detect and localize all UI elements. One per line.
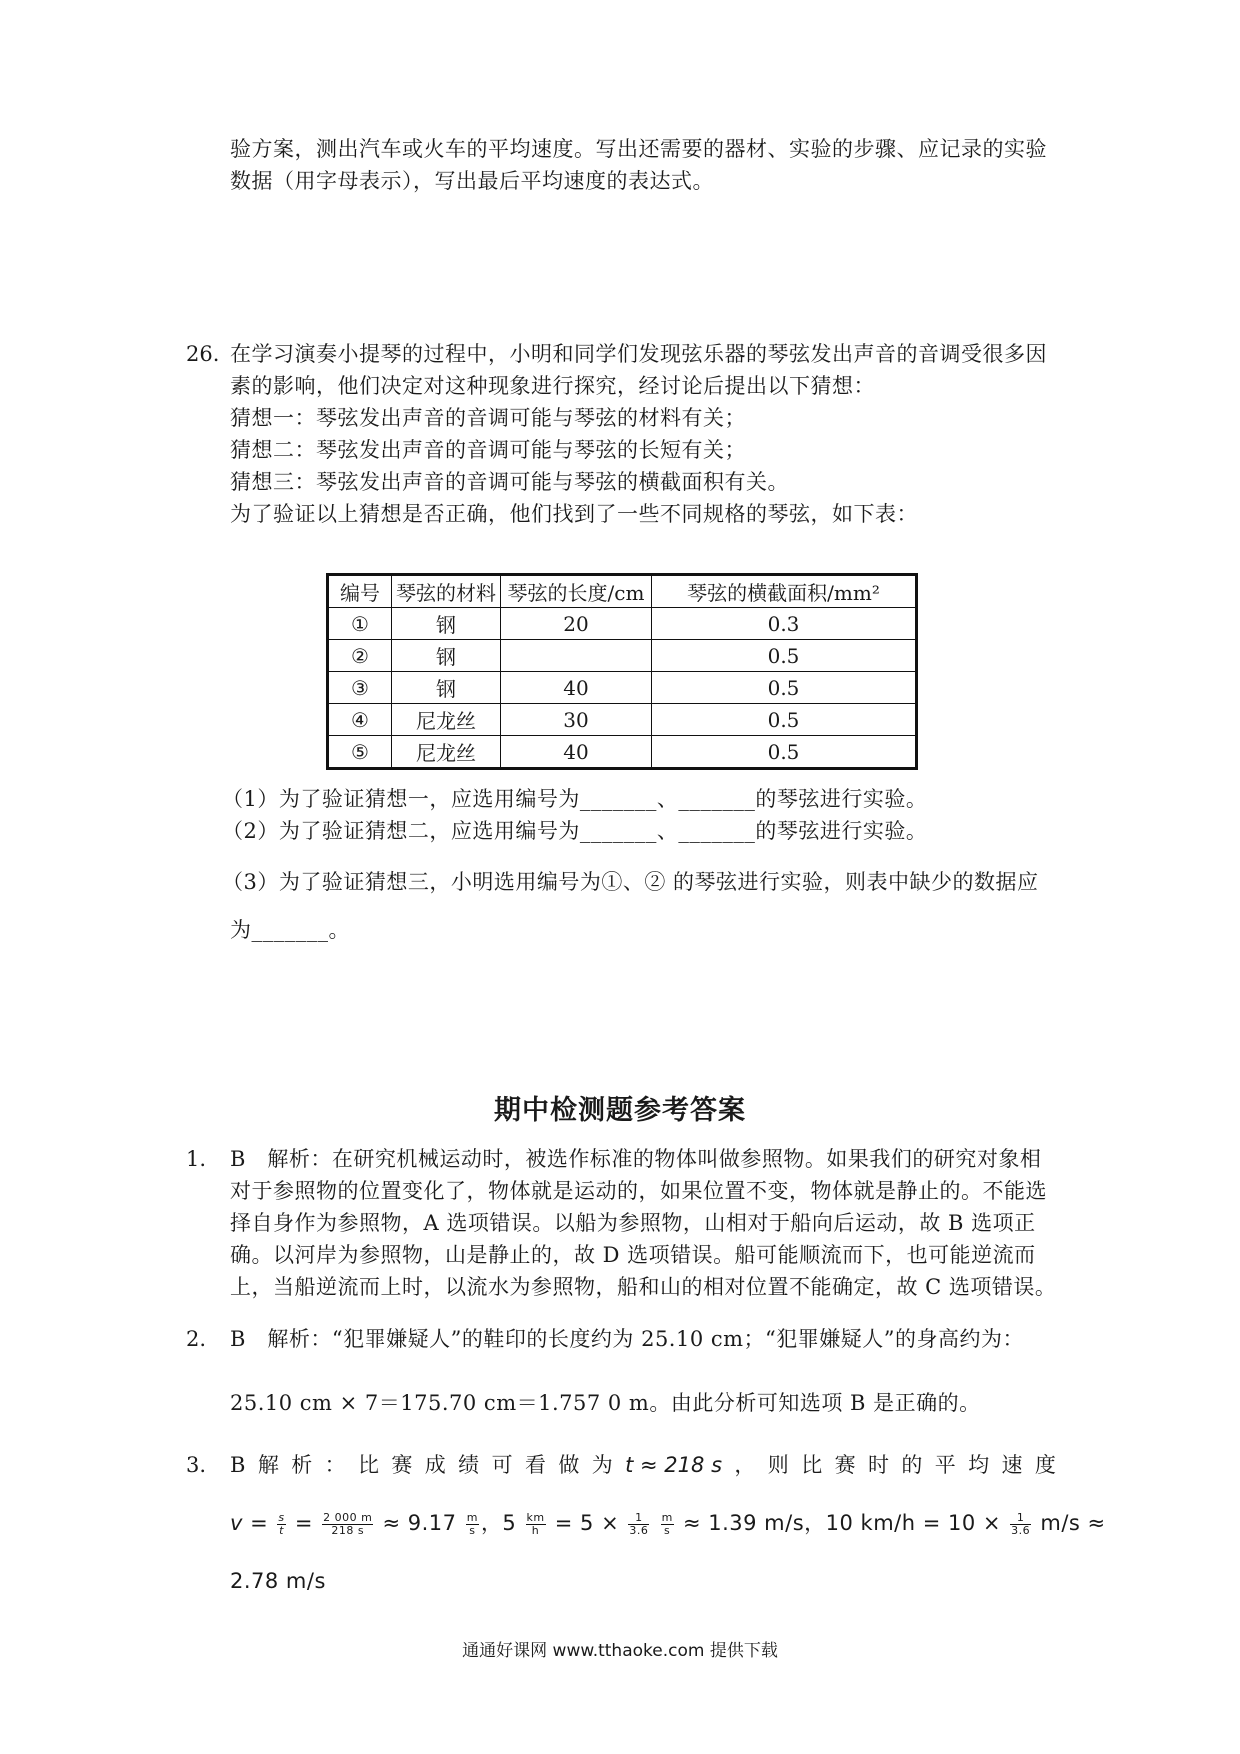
footer: 通通好课网 www.tthaoke.com 提供下载 bbox=[462, 1641, 778, 1661]
frac-num: km bbox=[526, 1510, 545, 1524]
separator: ，5 bbox=[480, 1511, 517, 1535]
char: 速 bbox=[1001, 1453, 1023, 1477]
answers-title: 期中检测题参考答案 bbox=[494, 1095, 746, 1126]
frac-num: 1 bbox=[1010, 1512, 1031, 1525]
answer-2-line-1: B 解析：“犯罪嫌疑人”的鞋印的长度约为 25.10 cm；“犯罪嫌疑人”的身高约为： bbox=[230, 1327, 1025, 1351]
continuation-line-2: 数据（用字母表示），写出最后平均速度的表达式。 bbox=[230, 169, 714, 193]
approx-value: ≈ 9.17 bbox=[382, 1511, 457, 1535]
cell-cross-section: 0.5 bbox=[652, 704, 917, 736]
answer-1-line: 上，当船逆流而上时，以流水为参照物，船和山的相对位置不能确定，故 C 选项错误。 bbox=[230, 1275, 1057, 1299]
frac-num: m bbox=[661, 1510, 673, 1524]
char: 赛 bbox=[834, 1453, 856, 1477]
cell-length bbox=[501, 640, 652, 672]
answer-3-formula bbox=[230, 1510, 1106, 1537]
answer-2-line-2: 25.10 cm × 7＝175.70 cm＝1.757 0 m。由此分析可知选项 B 是正确的。 bbox=[230, 1391, 981, 1415]
fraction-km-over-h bbox=[526, 1512, 546, 1537]
char: 时 bbox=[867, 1453, 889, 1477]
char: 为 bbox=[591, 1453, 613, 1477]
answer-1-line: 择自身作为参照物，A 选项错误。以船为参照物，山相对于船向后运动，故 B 选项正 bbox=[230, 1211, 1036, 1235]
frac-den: s bbox=[469, 1523, 476, 1537]
frac-den: 218 s bbox=[331, 1523, 365, 1537]
guess-2: 猜想二：琴弦发出声音的音调可能与琴弦的长短有关； bbox=[230, 438, 746, 462]
cell-length: 40 bbox=[501, 672, 652, 704]
cell-material: 钢 bbox=[392, 608, 501, 640]
time-formula: t ≈ 218 s bbox=[625, 1453, 723, 1477]
sub-question-1: （1）为了验证猜想一，应选用编号为_______、_______的琴弦进行实验。 bbox=[222, 787, 928, 811]
equals: = 5 × bbox=[554, 1511, 620, 1535]
char: 绩 bbox=[458, 1453, 480, 1477]
char: 则 bbox=[767, 1453, 789, 1477]
cell-number: ① bbox=[328, 608, 392, 640]
cell-cross-section: 0.3 bbox=[652, 608, 917, 640]
answer-3-line-3: 2.78 m/s bbox=[230, 1569, 326, 1593]
fraction-m-over-s bbox=[661, 1512, 674, 1537]
answer-3-number: 3. bbox=[186, 1453, 207, 1477]
cell-material: 尼龙丝 bbox=[392, 704, 501, 736]
answer-3-line-1 bbox=[230, 1452, 1056, 1478]
char: 做 bbox=[558, 1453, 580, 1477]
approx-value: ≈ 1.39 m/s，10 km/h = 10 × bbox=[682, 1511, 1001, 1535]
answer-1-number: 1. bbox=[186, 1147, 207, 1171]
frac-num: m bbox=[466, 1510, 478, 1524]
question-26-intro-1: 在学习演奏小提琴的过程中，小明和同学们发现弦乐器的琴弦发出声音的音调受很多因 bbox=[230, 342, 1047, 366]
cell-length: 20 bbox=[501, 608, 652, 640]
cell-material: 钢 bbox=[392, 640, 501, 672]
sub-question-3-cont: 为_______。 bbox=[230, 918, 350, 942]
frac-num: s bbox=[278, 1510, 285, 1524]
table-row bbox=[328, 704, 917, 736]
sub-question-3: （3）为了验证猜想三，小明选用编号为①、② 的琴弦进行实验，则表中缺少的数据应 bbox=[222, 870, 1039, 894]
table-row bbox=[328, 672, 917, 704]
guess-3: 猜想三：琴弦发出声音的音调可能与琴弦的横截面积有关。 bbox=[230, 470, 789, 494]
cell-number: ② bbox=[328, 640, 392, 672]
frac-den: s bbox=[664, 1523, 671, 1537]
answer-1-line: 确。以河岸为参照物，山是静止的，故 D 选项错误。船可能顺流而下，也可能逆流而 bbox=[230, 1243, 1036, 1267]
cell-cross-section: 0.5 bbox=[652, 736, 917, 769]
char: 平 bbox=[934, 1453, 956, 1477]
char: 均 bbox=[968, 1453, 990, 1477]
fraction-s-over-t bbox=[277, 1512, 285, 1537]
frac-den: 3.6 bbox=[1011, 1523, 1031, 1537]
char: 看 bbox=[524, 1453, 546, 1477]
continuation-line-1: 验方案，测出汽车或火车的平均速度。写出还需要的器材、实验的步骤、应记录的实验 bbox=[230, 137, 1047, 161]
frac-den: 3.6 bbox=[629, 1523, 649, 1537]
frac-num: 2 000 m bbox=[323, 1510, 373, 1524]
char: ： bbox=[324, 1453, 346, 1477]
table-row bbox=[328, 608, 917, 640]
table-row bbox=[328, 736, 917, 769]
char: 解 bbox=[257, 1453, 279, 1477]
table-header-row bbox=[328, 575, 917, 608]
answer-letter: B bbox=[230, 1453, 246, 1477]
char: 可 bbox=[491, 1453, 513, 1477]
header-material: 琴弦的材料 bbox=[392, 575, 501, 608]
answer-2-number: 2. bbox=[186, 1327, 207, 1351]
header-cross-section: 琴弦的横截面积/mm² bbox=[652, 575, 917, 608]
cell-number: ⑤ bbox=[328, 736, 392, 769]
char: 比 bbox=[801, 1453, 823, 1477]
cell-material: 尼龙丝 bbox=[392, 736, 501, 769]
cell-cross-section: 0.5 bbox=[652, 672, 917, 704]
header-number: 编号 bbox=[328, 575, 392, 608]
cell-cross-section: 0.5 bbox=[652, 640, 917, 672]
frac-num: 1 bbox=[628, 1512, 649, 1525]
frac-den: h bbox=[531, 1523, 540, 1537]
char: 的 bbox=[901, 1453, 923, 1477]
char: 度 bbox=[1034, 1453, 1056, 1477]
header-length: 琴弦的长度/cm bbox=[501, 575, 652, 608]
char: 析 bbox=[291, 1453, 313, 1477]
question-26-number: 26. bbox=[186, 342, 220, 366]
answer-1-line: B 解析：在研究机械运动时，被选作标准的物体叫做参照物。如果我们的研究对象相 bbox=[230, 1147, 1042, 1171]
cell-number: ④ bbox=[328, 704, 392, 736]
cell-material: 钢 bbox=[392, 672, 501, 704]
cell-length: 40 bbox=[501, 736, 652, 769]
char: 赛 bbox=[391, 1453, 413, 1477]
table-lead: 为了验证以上猜想是否正确，他们找到了一些不同规格的琴弦，如下表： bbox=[230, 502, 918, 526]
v-symbol: v = bbox=[230, 1511, 269, 1535]
approx-value: m/s ≈ bbox=[1040, 1511, 1106, 1535]
table-row bbox=[328, 640, 917, 672]
fraction-1-over-3-6 bbox=[1010, 1512, 1031, 1537]
char: 成 bbox=[424, 1453, 446, 1477]
answer-1-line: 对于参照物的位置变化了，物体就是运动的，如果位置不变，物体就是静止的。不能选 bbox=[230, 1179, 1047, 1203]
fraction-1-over-3-6 bbox=[628, 1512, 649, 1537]
char: ， bbox=[734, 1453, 756, 1477]
fraction-m-over-s bbox=[466, 1512, 479, 1537]
frac-den: t bbox=[279, 1523, 284, 1537]
fraction-distance-over-time bbox=[322, 1512, 373, 1537]
char: 比 bbox=[358, 1453, 379, 1477]
sub-question-2: （2）为了验证猜想二，应选用编号为_______、_______的琴弦进行实验。 bbox=[222, 819, 928, 843]
question-26-intro-2: 素的影响，他们决定对这种现象进行探究，经讨论后提出以下猜想： bbox=[230, 374, 875, 398]
guess-1: 猜想一：琴弦发出声音的音调可能与琴弦的材料有关； bbox=[230, 406, 746, 430]
string-spec-table bbox=[326, 573, 918, 770]
cell-length: 30 bbox=[501, 704, 652, 736]
cell-number: ③ bbox=[328, 672, 392, 704]
equals: = bbox=[294, 1511, 313, 1535]
